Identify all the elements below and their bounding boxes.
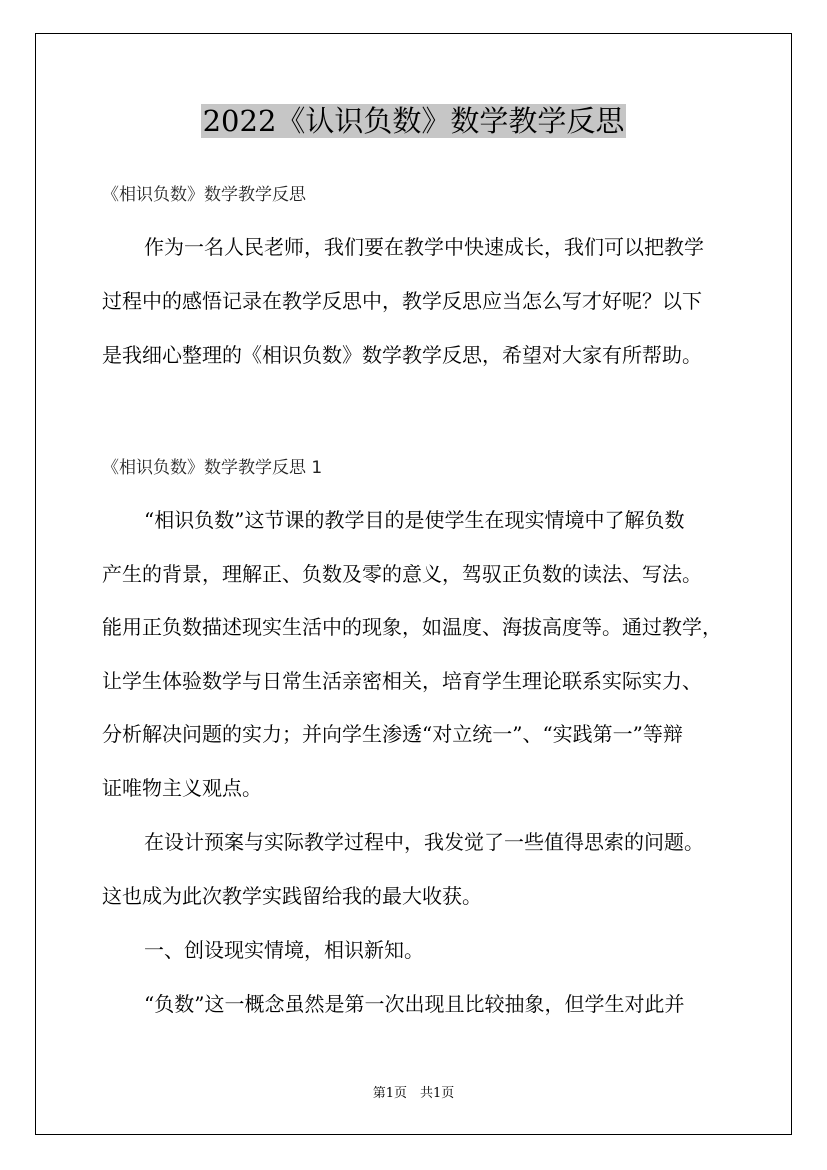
page-number: 第1页 共1页	[372, 1086, 455, 1101]
section-heading-1: 一、创设现实情境，相识新知。	[144, 938, 424, 962]
para1-line-4: 让学生体验数学与日常生活亲密相关，培育学生理论联系实际实力、	[102, 669, 702, 693]
para1-line-6: 证唯物主义观点。	[102, 776, 262, 800]
para3-line-1: “负数”这一概念虽然是第一次出现且比较抽象，但学生对此并	[144, 992, 685, 1016]
para2-line-1: 在设计预案与实际教学过程中，我发觉了一些值得思索的问题。	[144, 830, 704, 854]
page-footer	[0, 1082, 827, 1101]
para2-line-2: 这也成为此次教学实践留给我的最大收获。	[102, 884, 482, 908]
subheading-1: 《相识负数》数学教学反思	[102, 185, 306, 205]
para1-line-3: 能用正负数描述现实生活中的现象，如温度、海拔高度等。通过教学，	[102, 615, 722, 639]
intro-line-3: 是我细心整理的《相识负数》数学教学反思，希望对大家有所帮助。	[102, 343, 702, 367]
intro-line-2: 过程中的感悟记录在教学反思中，教学反思应当怎么写才好呢？以下	[102, 289, 702, 313]
document-title	[0, 98, 827, 144]
intro-line-1: 作为一名人民老师，我们要在教学中快速成长，我们可以把教学	[144, 235, 704, 259]
para1-line-5: 分析解决问题的实力；并向学生渗透“对立统一”、“实践第一”等辩	[102, 722, 683, 746]
para1-line-2: 产生的背景，理解正、负数及零的意义，驾驭正负数的读法、写法。	[102, 562, 702, 586]
subheading-2: 《相识负数》数学教学反思 1	[102, 458, 323, 478]
para1-line-1: “相识负数”这节课的教学目的是使学生在现实情境中了解负数	[144, 508, 685, 532]
title-text: 2022《认识负数》数学教学反思	[202, 104, 625, 138]
